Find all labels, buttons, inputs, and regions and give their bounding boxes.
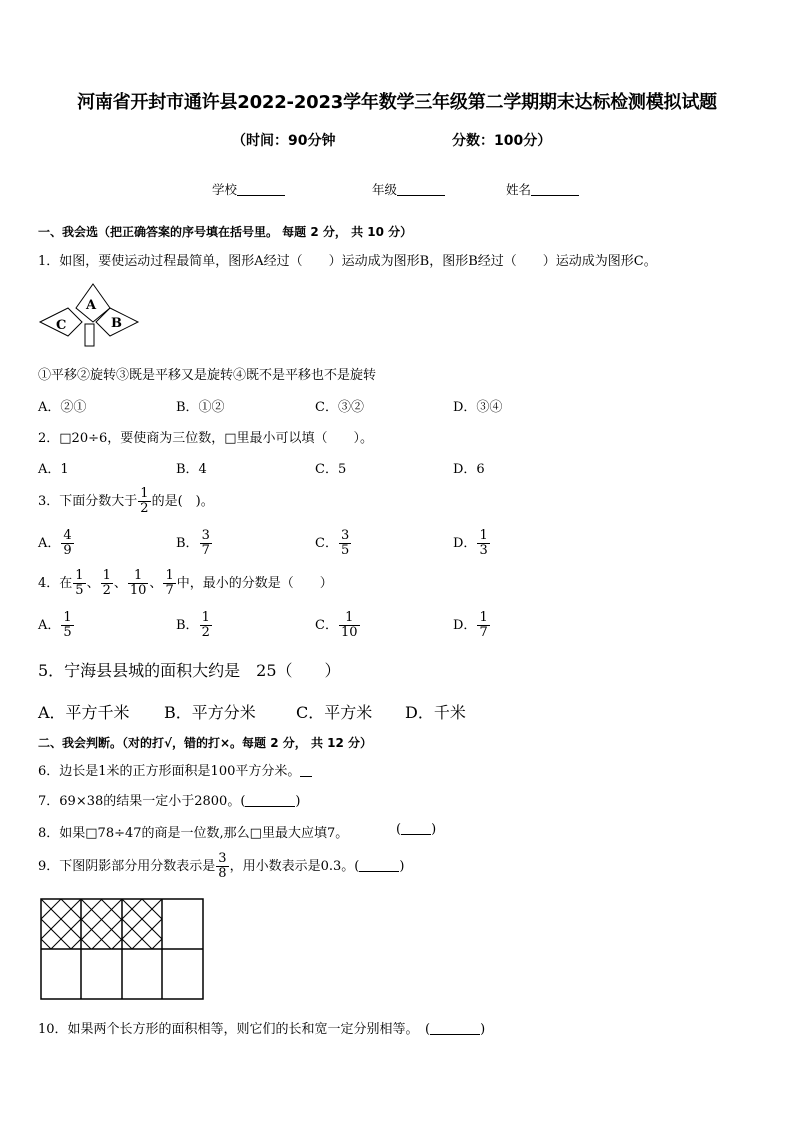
question-4-option-c[interactable] <box>315 608 361 644</box>
question-2-option-b[interactable]: B．4 <box>176 462 207 477</box>
name-label: 姓名 <box>506 182 532 197</box>
fraction-denominator: 10 <box>129 583 147 598</box>
fraction-denominator: 7 <box>201 543 210 558</box>
fraction-numerator: 1 <box>339 611 360 626</box>
question-5-option-b[interactable]: B．平方分米 <box>164 703 256 722</box>
fraction-numerator: 1 <box>75 568 84 584</box>
fraction-numerator: 3 <box>218 851 227 867</box>
question-7-answer-blank[interactable] <box>245 794 295 807</box>
question-1-option-a[interactable]: A．②① <box>38 400 87 415</box>
question-3-text <box>38 484 214 520</box>
option-letter: C． <box>315 536 338 551</box>
question-3-fraction <box>138 487 150 515</box>
question-3-option-b[interactable] <box>176 526 213 562</box>
fraction-denominator: 5 <box>63 625 72 640</box>
option-fraction <box>339 611 360 639</box>
question-9-post: ，用小数表示是0.3。( <box>229 859 360 874</box>
paren-close: ) <box>431 822 437 837</box>
figure-label-a: A <box>86 298 97 313</box>
option-fraction <box>477 529 489 557</box>
question-4-fraction-1 <box>73 569 85 597</box>
option-fraction <box>200 611 212 639</box>
question-1-figure <box>38 282 142 350</box>
option-letter: D． <box>453 536 477 551</box>
question-4-text <box>38 566 333 602</box>
question-4-pre: 4．在 <box>38 576 73 591</box>
question-2-option-d[interactable]: D．6 <box>453 462 485 477</box>
fraction-denominator: 2 <box>102 583 111 598</box>
option-letter: A． <box>38 536 61 551</box>
fraction-denominator: 10 <box>340 625 358 640</box>
section-1-heading: 一、我会选（把正确答案的序号填在括号里。 每题 2 分， 共 10 分） <box>38 225 413 239</box>
separator: 、 <box>86 576 100 591</box>
question-2-option-a[interactable]: A．1 <box>38 462 69 477</box>
question-9-answer-blank[interactable] <box>359 859 399 872</box>
question-5-option-c[interactable]: C．平方米 <box>296 703 373 722</box>
question-4-fraction-3 <box>128 569 149 597</box>
separator: 、 <box>149 576 163 591</box>
question-1-text: 1．如图，要使运动过程最简单，图形A经过（ ）运动成为图形B，图形B经过（ ）运动成为图形C。 <box>38 254 657 269</box>
paren-open: ( <box>396 822 402 837</box>
fraction-numerator: 1 <box>479 528 488 544</box>
paren-close: ) <box>399 859 405 874</box>
question-7-text <box>38 790 300 809</box>
fraction-denominator: 3 <box>479 543 488 558</box>
fraction-denominator: 7 <box>165 583 174 598</box>
separator: 、 <box>113 576 127 591</box>
name-field <box>506 180 579 198</box>
option-letter: D． <box>453 618 477 633</box>
question-3-pre: 3．下面分数大于 <box>38 494 138 509</box>
school-blank[interactable] <box>237 183 285 196</box>
question-8-answer <box>396 822 436 837</box>
question-4-option-a[interactable] <box>38 608 75 644</box>
question-10-text <box>38 1018 485 1037</box>
question-5-option-a[interactable]: A．平方千米 <box>38 703 130 722</box>
option-fraction <box>61 611 73 639</box>
option-letter: B． <box>176 618 199 633</box>
grade-blank[interactable] <box>397 183 445 196</box>
fraction-numerator: 1 <box>102 568 111 584</box>
question-4-fraction-2 <box>101 569 113 597</box>
option-letter: B． <box>176 536 199 551</box>
fraction-numerator: 1 <box>201 610 210 626</box>
question-6-answer-blank[interactable] <box>300 764 312 777</box>
school-field <box>212 180 285 198</box>
section-2-heading: 二、我会判断。（对的打√，错的打×。每题 2 分， 共 12 分） <box>38 736 372 750</box>
fraction-denominator: 9 <box>63 543 72 558</box>
name-blank[interactable] <box>531 183 579 196</box>
school-label: 学校 <box>212 182 238 197</box>
question-8-label: 8．如果□78÷47的商是一位数,那么□里最大应填7。 <box>38 826 349 841</box>
question-2-text: 2．□20÷6，要使商为三位数，□里最小可以填（ ）。 <box>38 431 374 446</box>
option-fraction <box>61 529 73 557</box>
question-5-text: 5．宁海县县城的面积大约是 25（ ） <box>38 661 341 680</box>
grade-field <box>372 180 445 198</box>
question-3-option-a[interactable] <box>38 526 75 562</box>
question-8-text <box>38 822 348 841</box>
question-4-post: 中，最小的分数是（ ） <box>176 576 333 591</box>
fraction-numerator: 1 <box>165 568 174 584</box>
fraction-numerator: 1 <box>63 610 72 626</box>
figure-label-c: C <box>56 318 67 333</box>
question-6-text <box>38 760 312 779</box>
question-3-option-d[interactable] <box>453 526 491 562</box>
question-9-text <box>38 850 404 884</box>
paren-close: ) <box>295 794 301 809</box>
question-5-option-d[interactable]: D．千米 <box>405 703 466 722</box>
question-9-grid-figure <box>40 898 206 1002</box>
question-1-option-b[interactable]: B．①② <box>176 400 225 415</box>
option-letter: A． <box>38 618 61 633</box>
question-10-answer-blank[interactable] <box>430 1022 480 1035</box>
fraction-numerator: 1 <box>140 486 149 502</box>
figure-label-b: B <box>111 316 122 331</box>
question-1-option-d[interactable]: D．③④ <box>453 400 503 415</box>
grade-label: 年级 <box>372 182 398 197</box>
question-1-choices-note: ①平移②旋转③既是平移又是旋转④既不是平移也不是旋转 <box>38 368 377 383</box>
fraction-denominator: 5 <box>75 583 84 598</box>
fraction-denominator: 2 <box>140 501 149 516</box>
question-1-option-c[interactable]: C．③② <box>315 400 364 415</box>
option-fraction <box>200 529 212 557</box>
option-letter: C． <box>315 618 338 633</box>
question-3-post: 的是( )。 <box>151 494 214 509</box>
question-4-option-b[interactable] <box>176 608 213 644</box>
question-6-label: 6．边长是1米的正方形面积是100平方分米。 <box>38 764 301 779</box>
question-4-option-d[interactable] <box>453 608 491 644</box>
exam-score: 分数：100分） <box>452 133 552 149</box>
fraction-numerator: 4 <box>63 528 72 544</box>
exam-time: （时间：90分钟 <box>232 133 336 149</box>
question-10-label: 10．如果两个长方形的面积相等，则它们的长和宽一定分别相等。 ( <box>38 1022 431 1037</box>
fraction-numerator: 1 <box>128 569 149 584</box>
question-9-pre: 9．下图阴影部分用分数表示是 <box>38 859 216 874</box>
fraction-numerator: 1 <box>479 610 488 626</box>
fraction-denominator: 8 <box>218 866 227 881</box>
fraction-denominator: 7 <box>479 625 488 640</box>
question-4-fraction-4 <box>163 569 175 597</box>
question-9-fraction <box>216 852 228 880</box>
page-title: 河南省开封市通许县2022-2023学年数学三年级第二学期期末达标检测模拟试题 <box>77 92 717 113</box>
fraction-denominator: 2 <box>201 625 210 640</box>
option-fraction <box>339 529 351 557</box>
option-fraction <box>477 611 489 639</box>
question-2-option-c[interactable]: C．5 <box>315 462 347 477</box>
figure-stem <box>85 324 94 346</box>
question-8-answer-blank[interactable] <box>401 822 431 835</box>
fraction-denominator: 5 <box>340 543 350 558</box>
question-7-label: 7．69×38的结果一定小于2800。( <box>38 794 246 809</box>
fraction-numerator: 3 <box>340 528 350 544</box>
paren-close: ) <box>480 1022 486 1037</box>
fraction-numerator: 3 <box>201 528 210 544</box>
question-3-option-c[interactable] <box>315 526 352 562</box>
